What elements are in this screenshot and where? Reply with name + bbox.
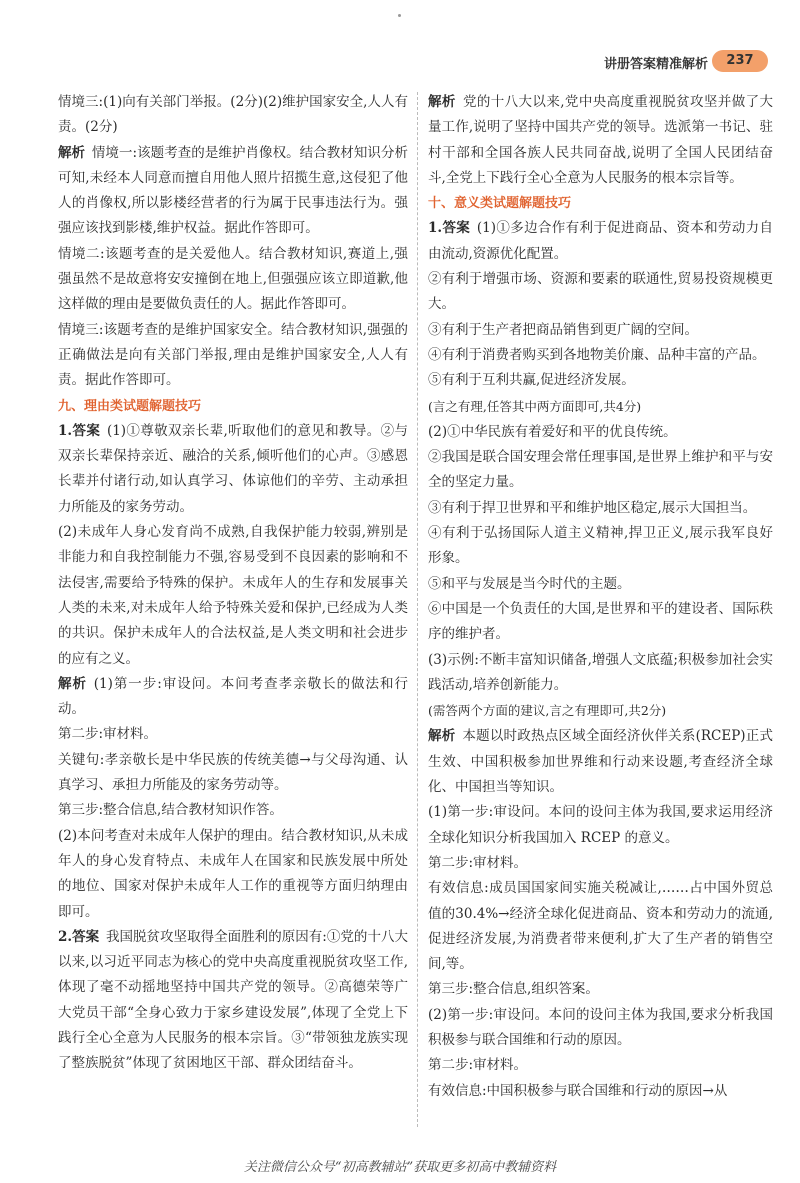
lead-label: 答案 (72, 422, 101, 439)
question-number: 1. (58, 422, 73, 439)
lead-label: 解析 (58, 144, 86, 161)
page-header (0, 50, 800, 76)
paragraph-text: 情境三:(1)向有关部门举报。(2分)(2)维护国家安全,人人有责。(2分) (58, 94, 408, 136)
section-heading (58, 394, 408, 419)
paragraph-text: ④有利于弘扬国际人道主义精神,捍卫正义,展示我军良好形象。 (428, 525, 773, 567)
paragraph (58, 798, 408, 823)
paragraph (428, 216, 773, 267)
lead-label: 答案 (442, 220, 471, 237)
paragraph (428, 597, 773, 648)
score-note (428, 698, 773, 724)
paragraph (428, 876, 773, 977)
paragraph (58, 318, 408, 394)
paragraph-text: 党的十八大以来,党中央高度重视脱贫攻坚并做了大量工作,说明了坚持中国共产党的领导。选派第一书记、驻村干部和全国各族人民共同奋战,说明了全国人民团结奋斗,全党上下践行全心全意为人民服务的根本宗旨等。 (428, 94, 773, 186)
paragraph (428, 343, 773, 368)
paragraph (428, 496, 773, 521)
paragraph-text: 第二步:审材料。 (58, 726, 158, 743)
paragraph (428, 368, 773, 393)
paragraph-text: (2)未成年人身心发育尚不成熟,自我保护能力较弱,辨别是非能力和自我控制能力不强,容易受到不良因素的影响和不法侵害,需要给予特殊的保护。未成年人的生存和发展事关人类的未来,对未成年人给予特殊关爱和保护,已经成为人类的共识。保护未成年人的合法权益,是人类文明和社会进步的应有之义。 (58, 524, 408, 667)
paragraph-text: 关键句:孝亲敬长是中华民族的传统美德→与父母沟通、认真学习、承担力所能及的家务劳动等。 (58, 751, 408, 794)
paragraph-text: 本题以时政热点区域全面经济伙伴关系(RCEP)正式生效、中国积极参加世界维和行动来设题,考查经济全球化、中国担当等知识。 (428, 728, 773, 796)
paragraph-text: (2)①中华民族有着爱好和平的优良传统。 (428, 423, 677, 440)
paragraph (428, 648, 773, 699)
question-number: 1. (428, 220, 443, 237)
paragraph (428, 90, 773, 191)
paragraph-text: ④有利于消费者购买到各地物美价廉、品种丰富的产品。 (428, 346, 766, 363)
paragraph (428, 521, 773, 572)
lead-label: 解析 (428, 94, 456, 110)
paragraph (428, 800, 773, 851)
lead-label: 解析 (428, 728, 456, 745)
paragraph (428, 420, 773, 445)
paragraph-text: 有效信息:中国积极参与联合国维和行动的原因→从 (428, 1082, 728, 1099)
paragraph-text: 第二步:审材料。 (428, 1057, 528, 1074)
paragraph (428, 1053, 773, 1078)
paragraph (428, 724, 773, 800)
paragraph-text: (1)①多边合作有利于促进商品、资本和劳动力自由流动,资源优化配置。 (428, 220, 774, 262)
page-dot (398, 14, 401, 17)
section-title: 九、理由类试题解题技巧 (58, 398, 202, 414)
paragraph-text: 第二步:审材料。 (428, 854, 528, 871)
paragraph-text: (1)①尊敬双亲长辈,听取他们的意见和教导。②与双亲长辈保持亲近、融洽的关系,倾听他们的心声。③感恩长辈并付诸行动,如认真学习、体谅他们的辛劳、主动承担力所能及的家务劳动。 (58, 422, 408, 515)
paragraph-text: (1)第一步:审设问。本问考查孝亲敬长的做法和行动。 (58, 675, 409, 718)
paragraph (428, 977, 773, 1002)
paragraph (58, 722, 408, 747)
paragraph (58, 242, 408, 318)
score-note (428, 394, 773, 420)
note-text: (需答两个方面的建议,言之有理即可,共2分) (428, 703, 667, 719)
paragraph (428, 851, 773, 876)
paragraph (428, 445, 773, 496)
paragraph (58, 141, 408, 242)
paragraph (58, 748, 408, 799)
note-text: (言之有理,任答其中两方面即可,共4分) (428, 398, 642, 414)
header-title: 讲册答案精准解析 (603, 57, 708, 72)
section-title: 十、意义类试题解题技巧 (428, 196, 572, 212)
question-number: 2. (58, 928, 73, 945)
paragraph-text: ③有利于捍卫世界和平和维护地区稳定,展示大国担当。 (428, 499, 757, 516)
paragraph (58, 520, 408, 672)
paragraph (428, 1079, 773, 1104)
paragraph (58, 925, 408, 1077)
paragraph-text: 情境一:该题考查的是维护肖像权。结合教材知识分析可知,未经本人同意而擅自用他人照片招揽生意,这侵犯了他人的肖像权,所以影楼经营者的行为属于民事违法行为。强强应该找到影楼,维护权益。据此作答即可。 (58, 144, 408, 237)
paragraph-text: 第三步:整合信息,组织答案。 (428, 981, 599, 998)
paragraph-text: 情境三:该题考查的是维护国家安全。结合教材知识,强强的正确做法是向有关部门举报,理由是维护国家安全,人人有责。据此作答即可。 (58, 321, 408, 389)
right-column (428, 90, 773, 1104)
paragraph-text: ⑥中国是一个负责任的大国,是世界和平的建设者、国际秩序的维护者。 (428, 600, 773, 643)
paragraph-text: (1)第一步:审设问。本问的设问主体为我国,要求运用经济全球化知识分析我国加入 RCEP 的意义。 (428, 804, 773, 846)
paragraph-text: (2)第一步:审设问。本问的设问主体为我国,要求分析我国积极参与联合国维和行动的原因。 (428, 1006, 773, 1048)
paragraph (428, 318, 773, 343)
paragraph-text: (3)示例:不断丰富知识储备,增强人文底蕴;积极参加社会实践活动,培养创新能力。 (428, 651, 773, 693)
paragraph-text: ③有利于生产者把商品销售到更广阔的空间。 (428, 321, 698, 338)
page-number-badge: 237 (712, 50, 768, 72)
paragraph-text: 我国脱贫攻坚取得全面胜利的原因有:①党的十八大以来,以习近平同志为核心的党中央高度重视脱贫攻坚工作,体现了毫不动摇地坚持中国共产党的领导。②高德荣等广大党员干部“全身心致力于家乡建设发展”,体现了全党上下践行全心全意为人民服务的根本宗旨。③“带领独龙族实现了整族脱贫”体现了贫困地区干部、群众团结奋斗。 (58, 928, 408, 1072)
paragraph-text: 有效信息:成员国国家间实施关税减让,……占中国外贸总值的30.4%→经济全球化促进商品、资本和劳动力的流通,促进经济发展,为消费者带来便利,扩大了生产者的销售空间,等。 (428, 880, 773, 973)
lead-label: 答案 (72, 928, 100, 945)
column-divider (417, 92, 418, 1127)
footer-note: 关注微信公众号“初高教辅站”获取更多初高中教辅资料 (243, 1160, 557, 1175)
paragraph-text: ②我国是联合国安理会常任理事国,是世界上维护和平与安全的坚定力量。 (428, 449, 773, 491)
paragraph-text: (2)本问考查对未成年人保护的理由。结合教材知识,从未成年人的身心发育特点、未成年人在国家和民族发展中所处的地位、国家对保护未成年人工作的重视等方面归纳理由即可。 (58, 827, 408, 920)
paragraph (58, 672, 408, 723)
paragraph-text: 第三步:整合信息,结合教材知识作答。 (58, 802, 283, 819)
paragraph-text: ⑤和平与发展是当今时代的主题。 (428, 575, 631, 592)
lead-label: 解析 (58, 675, 87, 692)
paragraph (58, 824, 408, 925)
section-heading (428, 191, 773, 216)
paragraph-text: ②有利于增强市场、资源和要素的联通性,贸易投资规模更大。 (428, 271, 773, 313)
paragraph (428, 267, 773, 318)
left-column (58, 90, 408, 1077)
paragraph (428, 572, 773, 597)
paragraph (58, 90, 408, 141)
paragraph-text: ⑤有利于互利共赢,促进经济发展。 (428, 372, 635, 389)
paragraph-text: 情境二:该题考查的是关爱他人。结合教材知识,赛道上,强强虽然不是故意将安安撞倒在地上,但强强应该立即道歉,他这样做的理由是要做负责任的人。据此作答即可。 (58, 245, 408, 313)
paragraph (428, 1003, 773, 1054)
paragraph (58, 419, 408, 520)
